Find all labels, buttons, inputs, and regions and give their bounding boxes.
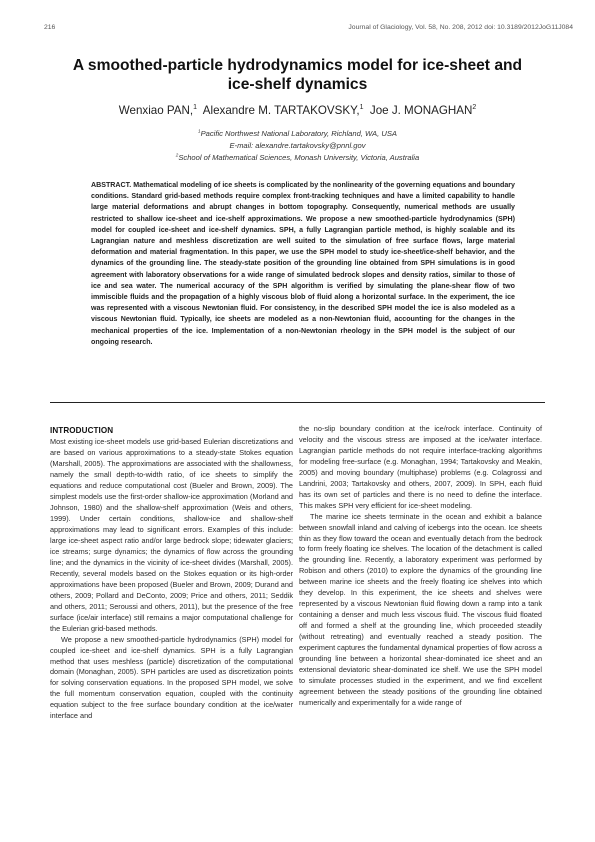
- author-1: Wenxiao PAN,: [118, 104, 194, 117]
- abstract-label: ABSTRACT.: [91, 181, 132, 189]
- affiliation-1-marker: 1: [198, 128, 201, 134]
- author-1-affil: 1: [193, 104, 197, 112]
- affiliation-2: [60, 152, 535, 163]
- title-line-2: ice-shelf dynamics: [227, 76, 368, 93]
- section-heading-introduction: INTRODUCTION: [50, 426, 114, 435]
- abstract-divider: [50, 402, 545, 403]
- affiliation-2-text: School of Mathematical Sciences, Monash University, Victoria, Australia: [178, 153, 420, 162]
- title-line-1: A smoothed-particle hydrodynamics model for ice-sheet and: [72, 57, 523, 74]
- author-2: Alexandre M. TARTAKOVSKY,: [202, 104, 360, 117]
- author-list: [40, 104, 555, 117]
- author-3: Joe J. MONAGHAN: [369, 104, 473, 117]
- body-column-left: [50, 426, 293, 722]
- affiliation-1-text: Pacific Northwest National Laboratory, Richland, WA, USA: [200, 129, 397, 138]
- page-number: 216: [44, 24, 56, 31]
- intro-paragraph-1: Most existing ice-sheet models use grid-based Eulerian discretizations and are based on various approximations to a steady-state Stokes equation (Marshall, 2005). The approximations are associated with the shallowness, namely the small depth-to-width ratio, of ice sheets to simplify the equations and reduce computational cost (Bueler and Brown, 2009). The simplest models use the first-order shallow-ice approximation (Morland and Johnson, 1980) and the shallow-shelf approximation (Weis and others, 1999). Under certain conditions, shallow-ice and shallow-shelf approximations may lead to significant errors. Examples of this include: large ice-sheet aspect ratio and/or large bedrock slope; tidewater glaciers; ice streams; surge dynamics; the dynamics of flow across the grounding line; and the dynamics in the vicinity of ice-sheet divides (Marshall, 2005). Recently, several models based on the Stokes equation or its high-order approximations have been proposed (Bueler and Brown, 2009; Durand and others, 2009; Pollard and DeConto, 2009; Price and others, 2011; Seddik and others, 2011; Seroussi and others, 2011), but the presence of the free surface (ice/air interface) still remains a major computational challenge for the Eulerian grid-based methods.: [50, 437, 293, 633]
- author-email[interactable]: E-mail: alexandre.tartakovsky@pnnl.gov: [229, 141, 366, 150]
- journal-reference: Journal of Glaciology, Vol. 58, No. 208, 2012 doi: 10.3189/2012JoG11J084: [348, 24, 573, 31]
- author-3-affil: 2: [472, 104, 477, 112]
- intro-paragraph-3: The marine ice sheets terminate in the ocean and exhibit a balance between snowfall inland and calving of icebergs into the ocean. Ice sheets thin as they flow toward the ocean and eventually detach from the bedrock to form freely floating ice shelves. The location of the detachment is called the grounding line. Recently, a laboratory experiment was performed by Robison and others (2010) to explore the dynamics of the grounding line between marine ice sheets and the freely floating ice shelves into which they develop. In this experiment, the ice sheets and shelves were represented by a viscous Newtonian fluid flowing down a ramp into a tank containing a denser and much less viscous fluid. The viscous fluid floated off and formed a shelf at the grounding line, which proceeded steadily (without retreating) and eventually reached a steady position. The experiment captures the fundamental dynamical properties of flow across a grounding line between a horizontal shear-dominated ice sheet and an extensional deviatoric shear-dominated ice shelf. We use the SPH model to simulate processes studied in the experiment, and we find excellent agreement between the steady positions of the grounding line obtained numerically and experimentally for a wide range of: [299, 511, 542, 707]
- affiliation-1: [60, 128, 535, 139]
- intro-paragraph-2: We propose a new smoothed-particle hydrodynamics (SPH) model for coupled ice-sheet and ice-shelf dynamics. SPH is a fully Lagrangian method that uses meshless (particle) discretization of the computational domain (Monaghan, 2005). SPH particles are used as discretization points for solving conservation equations. In the proposed SPH model, we solve the full momentum conservation equation, coupled with the continuity equation subject to the free surface boundary condition at the ice/water interface and: [50, 634, 293, 721]
- paper-title: [50, 56, 545, 94]
- author-2-affil: 1: [359, 104, 364, 112]
- abstract: [91, 180, 515, 348]
- abstract-text: Mathematical modeling of ice sheets is complicated by the nonlinearity of the governing equations and boundary conditions. Standard grid-based methods require complex front-tracking techniques and have a limited capability to handle large material deformations and abrupt changes in bottom topography. Consequently, numerical methods are usually restricted to shallow ice-sheet and ice-shelf approximations. We propose a new smoothed-particle hydrodynamics (SPH) model for coupled ice-sheet and ice-shelf dynamics. SPH, a fully Lagrangian particle method, is highly scalable and its Lagrangian nature and meshless discretization are well suited to the simulation of free surface flows, large material deformation and material fragmentation. In this paper, we use the SPH model to study ice-sheet/ice-shelf behavior, and the dynamics of the grounding line. The steady-state position of the grounding line obtained from SPH simulations is in good agreement with laboratory observations for a wide range of simulated bedrock slopes and density ratios, similar to those of ice and sea water. The numerical accuracy of the SPH algorithm is verified by simulating the plane-shear flow of two immiscible fluids and the propagation of a highly viscous blob of fluid along a horizontal surface. In the experiment, the ice was represented with a viscous Newtonian fluid. For consistency, in the described SPH model the ice is also modeled as a viscous Newtonian fluid. Typically, ice sheets are modeled as a non-Newtonian fluid, accounting for the changes in the mechanical properties of the ice. Implementation of a non-Newtonian rheology in the SPH model is the subject of our ongoing research.: [91, 181, 515, 346]
- intro-paragraph-2-continued: the no-slip boundary condition at the ice/rock interface. Continuity of velocity and the viscous stress are imposed at the ice/water interface. Lagrangian particle methods do not require interface-tracking algorithms for modeling free-surface (e.g. Monaghan, 1994; Tartakovsky and Meakin, 2005) and moving boundary (multiphase) problems (e.g. Colagrossi and Landrini, 2003; Tartakovsky and others, 2007, 2009). In SPH, each fluid has its own set of particles and there is no need to define the interface. This makes SPH very efficient for ice-sheet modeling.: [299, 424, 542, 510]
- body-column-right: [299, 424, 542, 709]
- affiliation-2-marker: 2: [175, 152, 179, 158]
- running-header: [0, 24, 595, 36]
